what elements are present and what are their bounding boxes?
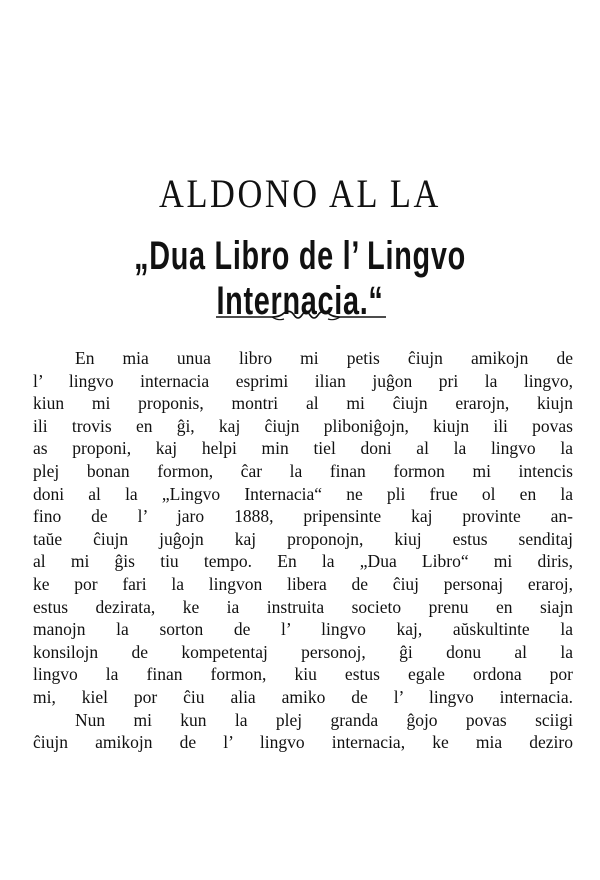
text-line: taŭe ĉiujn juĝojn kaj proponojn, kiuj estus senditaj xyxy=(33,528,573,549)
page-title: ALDONO AL LA xyxy=(159,171,441,216)
text-line: ĉiujn amikojn de l’ lingvo internacia, ke mia deziro xyxy=(33,732,573,753)
text-line: estus dezirata, ke ia instruita societo prenu en siajn xyxy=(33,596,573,617)
text-line: ke por fari la lingvon libera de ĉiuj personaj eraroj, xyxy=(33,573,573,594)
decorative-flourish-icon xyxy=(214,309,388,325)
page-subtitle: „Dua Libro de l’ Lingvo Internacia.“ xyxy=(134,234,466,323)
text-line: Nun mi kun la plej granda ĝojo povas sciigi xyxy=(75,709,573,730)
text-line: konsilojn de kompetentaj personoj, ĝi donu al la xyxy=(33,641,573,662)
text-line: En mia unua libro mi petis ĉiujn amikojn de xyxy=(75,348,573,368)
text-line: fino de l’ jaro 1888, pripensinte kaj provinte an- xyxy=(33,506,573,527)
text-line: doni al la „Lingvo Internacia“ ne pli frue ol en la xyxy=(33,483,573,504)
text-line: ili trovis en ĝi, kaj ĉiujn pliboniĝojn, kiujn ili povas xyxy=(33,415,573,436)
text-line: kiun mi proponis, montri al mi ĉiujn erarojn, kiujn xyxy=(33,393,573,414)
text-line: as proponi, kaj helpi min tiel doni al la lingvo la xyxy=(33,438,573,459)
text-line: manojn la sorton de l’ lingvo kaj, aŭskultinte la xyxy=(33,619,573,640)
text-line: l’ lingvo internacia esprimi ilian juĝon pri la lingvo, xyxy=(33,370,573,391)
text-line: mi, kiel por ĉiu alia amiko de l’ lingvo internacia. xyxy=(33,686,573,707)
text-line: plej bonan formon, ĉar la finan formon mi intencis xyxy=(33,460,573,481)
body-text xyxy=(33,347,573,754)
text-line: lingvo la finan formon, kiu estus egale ordona por xyxy=(33,664,573,685)
text-line: al mi ĝis tiu tempo. En la „Dua Libro“ mi diris, xyxy=(33,551,573,572)
